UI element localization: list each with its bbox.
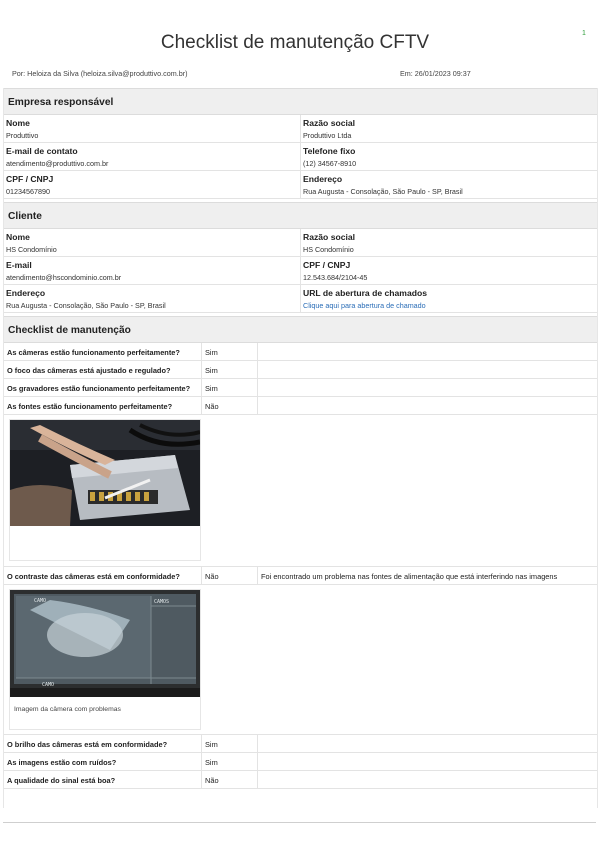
field-empresa-email (4, 143, 300, 170)
comment-text (257, 397, 597, 414)
comment-text (257, 771, 597, 788)
field-value: atendimento@hscondominio.com.br (6, 273, 122, 282)
answer-text: Sim (201, 343, 257, 360)
question-text: O foco das câmeras está ajustado e regulado? (7, 366, 171, 375)
field-cliente-razao (300, 229, 596, 256)
field-label: Nome (6, 232, 30, 242)
comment-text (257, 753, 597, 770)
field-label: CPF / CNPJ (6, 174, 54, 184)
field-value: atendimento@produttivo.com.br (6, 159, 109, 168)
photo-frame (9, 419, 201, 561)
question-text: A qualidade do sinal está boa? (7, 776, 116, 785)
section-cliente-heading: Cliente (4, 202, 597, 229)
answer-text: Sim (201, 379, 257, 396)
field-value: Produttivo (6, 131, 39, 140)
monitor-cam-label: CAMO (42, 682, 55, 688)
cliente-fields (4, 229, 597, 313)
field-empresa-razao (300, 115, 596, 142)
field-label: URL de abertura de chamados (303, 288, 428, 298)
field-label: E-mail (6, 260, 32, 270)
monitor-cam-label: CAMOS (154, 599, 170, 605)
field-empresa-telefone (300, 143, 596, 170)
field-label: Endereço (303, 174, 343, 184)
comment-text (257, 379, 597, 396)
field-label: Razão social (303, 118, 356, 128)
field-cliente-email (4, 257, 300, 284)
page-title: Checklist de manutenção CFTV (160, 32, 430, 53)
comment-text (257, 343, 597, 360)
date-text: Em: 26/01/2023 09:37 (400, 69, 471, 78)
checklist-row (4, 361, 597, 379)
field-label: CPF / CNPJ (303, 260, 351, 270)
answer-text: Sim (201, 361, 257, 378)
checklist-row (4, 343, 597, 361)
checklist-row (4, 397, 597, 415)
field-empresa-endereco (300, 171, 596, 198)
field-value: (12) 34567-8910 (303, 159, 357, 168)
power-supply-photo[interactable] (10, 420, 200, 526)
comment-text: Foi encontrado um problema nas fontes de alimentação que está interferindo nas imagens (257, 567, 597, 584)
answer-text: Não (201, 771, 257, 788)
field-label: Telefone fixo (303, 146, 356, 156)
field-empresa-nome (4, 115, 300, 142)
photo-block (4, 585, 597, 735)
comment-text (257, 361, 597, 378)
field-label: E-mail de contato (6, 146, 78, 156)
section-checklist-heading: Checklist de manutenção (4, 316, 597, 343)
question-text: O brilho das câmeras está em conformidade? (7, 740, 168, 749)
camera-monitor-photo[interactable] (10, 590, 200, 697)
section-empresa-heading: Empresa responsável (4, 88, 597, 115)
monitor-cam-label: CAMO (34, 598, 47, 604)
field-value: HS Condomínio (6, 245, 57, 254)
checklist-row (4, 753, 597, 771)
photo-frame (9, 589, 201, 730)
field-label: Endereço (6, 288, 46, 298)
question-text: O contraste das câmeras está em conformidade? (7, 572, 180, 581)
answer-text: Sim (201, 753, 257, 770)
question-text: As imagens estão com ruídos? (7, 758, 117, 767)
field-value: Rua Augusta - Consolação, São Paulo - SP, Brasil (303, 187, 463, 196)
field-value: HS Condomínio (303, 245, 354, 254)
field-label: Razão social (303, 232, 356, 242)
field-value: 01234567890 (6, 187, 50, 196)
field-value: 12.543.684/2104-45 (303, 273, 368, 282)
answer-text: Não (201, 397, 257, 414)
checklist-row (4, 735, 597, 753)
field-cliente-nome (4, 229, 300, 256)
answer-text: Sim (201, 735, 257, 752)
report-meta (12, 69, 582, 78)
field-empresa-cnpj (4, 171, 300, 198)
question-text: Os gravadores estão funcionamento perfeitamente? (7, 384, 191, 393)
question-text: As fontes estão funcionamento perfeitamente? (7, 402, 173, 411)
question-text: As câmeras estão funcionamento perfeitamente? (7, 348, 180, 357)
checklist-row (4, 379, 597, 397)
field-cliente-endereco (4, 285, 300, 312)
report-sheet (3, 88, 598, 808)
photo-caption: Imagem da câmera com problemas (14, 706, 121, 713)
checklist-row (4, 771, 597, 789)
checklist-row (4, 567, 597, 585)
empresa-fields (4, 115, 597, 199)
answer-text: Não (201, 567, 257, 584)
open-ticket-link[interactable]: Clique aqui para abertura de chamado (303, 301, 426, 310)
field-cliente-cnpj (300, 257, 596, 284)
comment-text (257, 735, 597, 752)
field-label: Nome (6, 118, 30, 128)
field-cliente-url (300, 285, 596, 312)
field-value: Rua Augusta - Consolação, São Paulo - SP, Brasil (6, 301, 166, 310)
photo-block (4, 415, 597, 567)
page-number: 1 (582, 30, 586, 37)
field-value: Produttivo Ltda (303, 131, 352, 140)
footer-divider (3, 822, 596, 823)
author-text: Por: Heloiza da Silva (heloiza.silva@produttivo.com.br) (12, 69, 188, 78)
